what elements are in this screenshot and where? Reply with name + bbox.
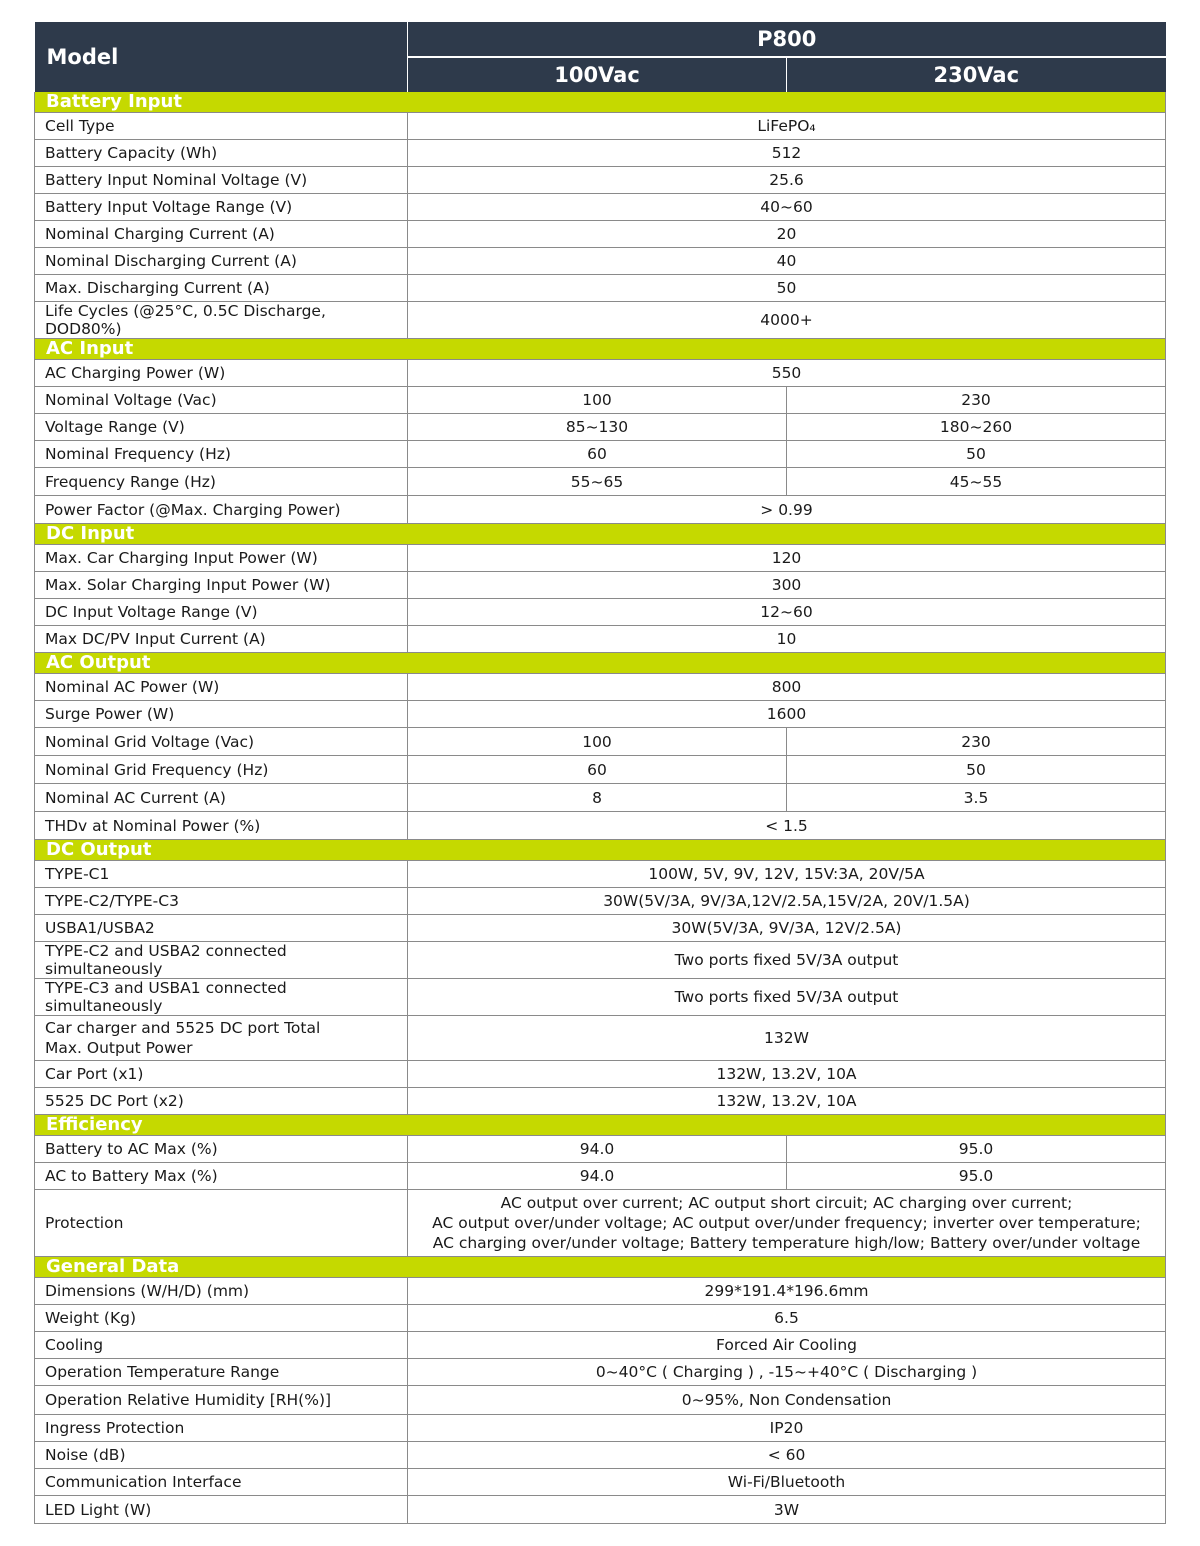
table-row	[35, 496, 1166, 524]
row-label: Communication Interface	[35, 1469, 408, 1496]
row-label-line-2: Max. Output Power	[45, 1039, 193, 1057]
row-value-230vac: 95.0	[787, 1136, 1166, 1163]
section-battery-input	[35, 92, 1166, 113]
table-row	[35, 861, 1166, 888]
row-value: < 60	[408, 1442, 1166, 1469]
table-row	[35, 599, 1166, 626]
row-label: Dimensions (W/H/D) (mm)	[35, 1278, 408, 1305]
section-title: AC Output	[35, 653, 1166, 674]
row-value: LiFePO₄	[408, 113, 1166, 140]
table-row	[35, 674, 1166, 701]
table-row	[35, 1278, 1166, 1305]
row-label: AC Charging Power (W)	[35, 360, 408, 387]
variant-100vac: 100Vac	[408, 57, 787, 92]
protection-list	[408, 1190, 1166, 1257]
protection-line-3: AC charging over/under voltage; Battery temperature high/low; Battery over/under voltage	[432, 1234, 1141, 1252]
section-title: AC Input	[35, 339, 1166, 360]
row-value: 0~40°C ( Charging ) , -15~+40°C ( Discharging )	[408, 1359, 1166, 1386]
row-value-230vac: 180~260	[787, 414, 1166, 441]
row-value: 40	[408, 248, 1166, 275]
table-row-protection	[35, 1190, 1166, 1257]
row-label: Power Factor (@Max. Charging Power)	[35, 496, 408, 524]
table-row	[35, 756, 1166, 784]
section-title: Efficiency	[35, 1115, 1166, 1136]
spec-table	[34, 22, 1166, 1524]
row-value: Two ports fixed 5V/3A output	[408, 979, 1166, 1016]
row-label: Operation Temperature Range	[35, 1359, 408, 1386]
row-label: Nominal Grid Frequency (Hz)	[35, 756, 408, 784]
row-label: DC Input Voltage Range (V)	[35, 599, 408, 626]
row-value: 10	[408, 626, 1166, 653]
row-value-230vac: 50	[787, 441, 1166, 468]
row-value-230vac: 230	[787, 387, 1166, 414]
row-label: 5525 DC Port (x2)	[35, 1088, 408, 1115]
table-row	[35, 942, 1166, 979]
row-value-100vac: 94.0	[408, 1136, 787, 1163]
row-value: 300	[408, 572, 1166, 599]
section-general-data	[35, 1257, 1166, 1278]
row-label: Max. Discharging Current (A)	[35, 275, 408, 302]
row-value: 132W, 13.2V, 10A	[408, 1088, 1166, 1115]
row-label: Battery to AC Max (%)	[35, 1136, 408, 1163]
row-value-230vac: 50	[787, 756, 1166, 784]
table-row	[35, 1305, 1166, 1332]
header-row-top	[35, 22, 1166, 57]
section-title: DC Output	[35, 840, 1166, 861]
row-value: 100W, 5V, 9V, 12V, 15V:3A, 20V/5A	[408, 861, 1166, 888]
variant-230vac: 230Vac	[787, 57, 1166, 92]
section-ac-input	[35, 339, 1166, 360]
spec-sheet	[34, 22, 1165, 1524]
row-value: Wi-Fi/Bluetooth	[408, 1469, 1166, 1496]
table-row	[35, 1469, 1166, 1496]
table-row	[35, 248, 1166, 275]
product-name: P800	[408, 22, 1166, 57]
row-value-230vac: 3.5	[787, 784, 1166, 812]
row-label: Operation Relative Humidity [RH(%)]	[35, 1386, 408, 1415]
row-label: Voltage Range (V)	[35, 414, 408, 441]
row-value: > 0.99	[408, 496, 1166, 524]
row-label: Surge Power (W)	[35, 701, 408, 728]
table-row	[35, 1415, 1166, 1442]
row-label	[35, 1016, 408, 1061]
row-value: 1600	[408, 701, 1166, 728]
table-row	[35, 1386, 1166, 1415]
row-value: 3W	[408, 1496, 1166, 1524]
section-title: DC Input	[35, 524, 1166, 545]
row-label: TYPE-C3 and USBA1 connected simultaneously	[35, 979, 408, 1016]
row-label: Cell Type	[35, 113, 408, 140]
section-dc-input	[35, 524, 1166, 545]
table-row	[35, 545, 1166, 572]
row-value: 120	[408, 545, 1166, 572]
table-row	[35, 360, 1166, 387]
row-label: Max. Car Charging Input Power (W)	[35, 545, 408, 572]
table-row	[35, 1016, 1166, 1061]
row-value-100vac: 60	[408, 756, 787, 784]
row-value: 6.5	[408, 1305, 1166, 1332]
row-value: 20	[408, 221, 1166, 248]
row-value: 0~95%, Non Condensation	[408, 1386, 1166, 1415]
row-value: 512	[408, 140, 1166, 167]
row-value: 25.6	[408, 167, 1166, 194]
table-row	[35, 1163, 1166, 1190]
row-label: Frequency Range (Hz)	[35, 468, 408, 496]
table-row	[35, 1359, 1166, 1386]
row-label: USBA1/USBA2	[35, 915, 408, 942]
row-value: 4000+	[408, 302, 1166, 339]
row-label: Nominal AC Current (A)	[35, 784, 408, 812]
section-dc-output	[35, 840, 1166, 861]
section-title: General Data	[35, 1257, 1166, 1278]
table-row	[35, 728, 1166, 756]
row-label: THDv at Nominal Power (%)	[35, 812, 408, 840]
row-label: Nominal Frequency (Hz)	[35, 441, 408, 468]
table-row	[35, 1442, 1166, 1469]
row-label: Noise (dB)	[35, 1442, 408, 1469]
row-label: Ingress Protection	[35, 1415, 408, 1442]
table-row	[35, 441, 1166, 468]
table-row	[35, 468, 1166, 496]
table-row	[35, 701, 1166, 728]
row-value: 299*191.4*196.6mm	[408, 1278, 1166, 1305]
row-label: Max. Solar Charging Input Power (W)	[35, 572, 408, 599]
table-row	[35, 167, 1166, 194]
table-row	[35, 888, 1166, 915]
row-value: 132W, 13.2V, 10A	[408, 1061, 1166, 1088]
table-row	[35, 784, 1166, 812]
table-row	[35, 812, 1166, 840]
row-value-230vac: 95.0	[787, 1163, 1166, 1190]
model-header: Model	[35, 22, 408, 92]
row-value: Two ports fixed 5V/3A output	[408, 942, 1166, 979]
row-label-line-1: Car charger and 5525 DC port Total	[45, 1019, 321, 1037]
row-label: Life Cycles (@25°C, 0.5C Discharge, DOD80%)	[35, 302, 408, 339]
table-row	[35, 414, 1166, 441]
row-label: Battery Input Nominal Voltage (V)	[35, 167, 408, 194]
row-value-100vac: 100	[408, 387, 787, 414]
table-row	[35, 572, 1166, 599]
table-row	[35, 915, 1166, 942]
row-label: LED Light (W)	[35, 1496, 408, 1524]
row-value-100vac: 8	[408, 784, 787, 812]
row-label: AC to Battery Max (%)	[35, 1163, 408, 1190]
row-value-230vac: 230	[787, 728, 1166, 756]
table-row	[35, 1061, 1166, 1088]
table-row	[35, 221, 1166, 248]
row-value: 40~60	[408, 194, 1166, 221]
row-label: TYPE-C2/TYPE-C3	[35, 888, 408, 915]
table-row	[35, 113, 1166, 140]
row-value: 800	[408, 674, 1166, 701]
table-row	[35, 387, 1166, 414]
row-label: Protection	[35, 1190, 408, 1257]
row-label: Cooling	[35, 1332, 408, 1359]
table-row	[35, 626, 1166, 653]
protection-line-1: AC output over current; AC output short circuit; AC charging over current;	[500, 1194, 1073, 1212]
table-row	[35, 275, 1166, 302]
row-label: Nominal Discharging Current (A)	[35, 248, 408, 275]
table-row	[35, 1496, 1166, 1524]
row-label: Nominal Charging Current (A)	[35, 221, 408, 248]
section-efficiency	[35, 1115, 1166, 1136]
row-label: Weight (Kg)	[35, 1305, 408, 1332]
row-value: 132W	[408, 1016, 1166, 1061]
row-value: 30W(5V/3A, 9V/3A, 12V/2.5A)	[408, 915, 1166, 942]
row-value: 50	[408, 275, 1166, 302]
table-row	[35, 302, 1166, 339]
table-row	[35, 140, 1166, 167]
row-value: 550	[408, 360, 1166, 387]
table-row	[35, 194, 1166, 221]
row-label: Nominal AC Power (W)	[35, 674, 408, 701]
row-value-100vac: 94.0	[408, 1163, 787, 1190]
row-value: 30W(5V/3A, 9V/3A,12V/2.5A,15V/2A, 20V/1.5A)	[408, 888, 1166, 915]
row-label: Nominal Voltage (Vac)	[35, 387, 408, 414]
table-row	[35, 1332, 1166, 1359]
row-value: Forced Air Cooling	[408, 1332, 1166, 1359]
row-value: 12~60	[408, 599, 1166, 626]
table-row	[35, 1136, 1166, 1163]
row-value-100vac: 55~65	[408, 468, 787, 496]
section-title: Battery Input	[35, 92, 1166, 113]
row-label: TYPE-C1	[35, 861, 408, 888]
table-row	[35, 979, 1166, 1016]
row-label: Car Port (x1)	[35, 1061, 408, 1088]
row-label: Nominal Grid Voltage (Vac)	[35, 728, 408, 756]
row-value-100vac: 60	[408, 441, 787, 468]
row-value: < 1.5	[408, 812, 1166, 840]
row-label: Battery Capacity (Wh)	[35, 140, 408, 167]
row-value: IP20	[408, 1415, 1166, 1442]
row-value-100vac: 85~130	[408, 414, 787, 441]
row-label: Max DC/PV Input Current (A)	[35, 626, 408, 653]
protection-line-2: AC output over/under voltage; AC output over/under frequency; inverter over temperature;	[432, 1214, 1141, 1232]
row-label: Battery Input Voltage Range (V)	[35, 194, 408, 221]
table-row	[35, 1088, 1166, 1115]
section-ac-output	[35, 653, 1166, 674]
row-label: TYPE-C2 and USBA2 connected simultaneously	[35, 942, 408, 979]
row-value-100vac: 100	[408, 728, 787, 756]
row-value-230vac: 45~55	[787, 468, 1166, 496]
